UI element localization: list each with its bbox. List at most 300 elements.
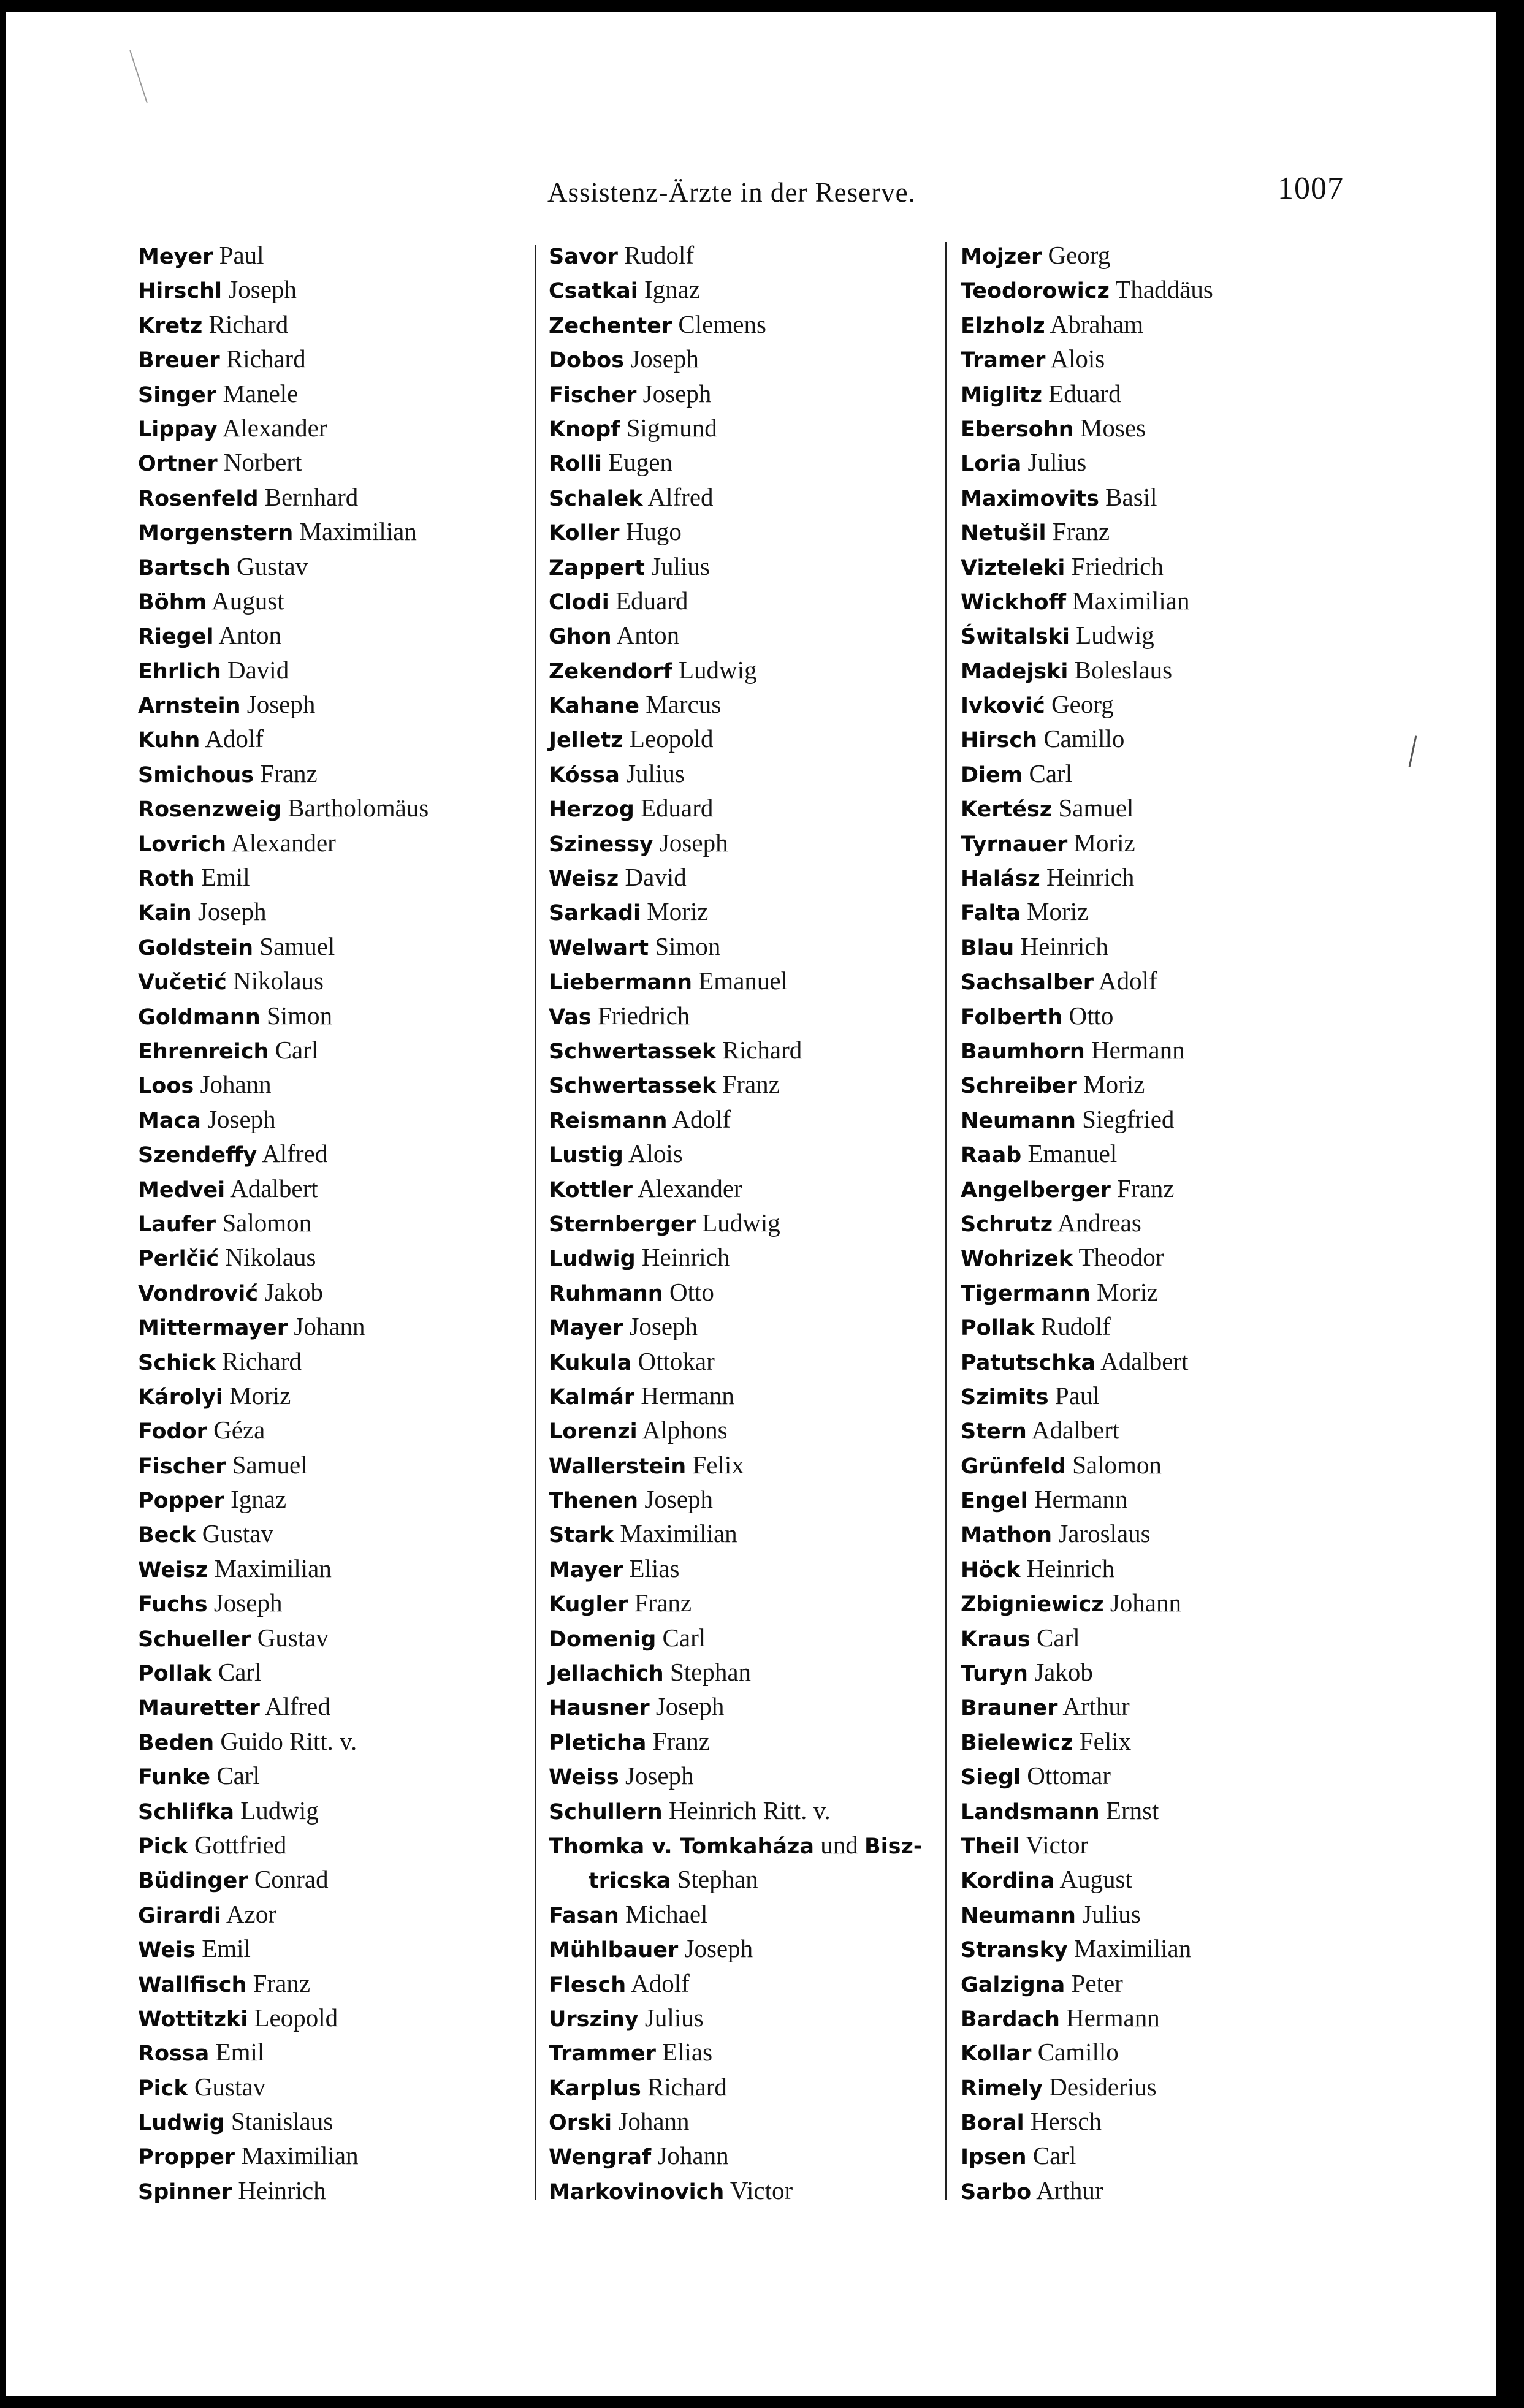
name-entry <box>961 1689 1213 1723</box>
name-entry <box>961 376 1213 411</box>
given-name: Siegfried <box>1082 1104 1175 1133</box>
given-name: Simon <box>655 932 721 960</box>
name-entry <box>549 1897 922 1931</box>
surname: Schreiber <box>961 1074 1077 1099</box>
surname: Wottitzki <box>138 2007 248 2032</box>
name-entry <box>549 998 922 1033</box>
surname: Csatkai <box>549 279 638 304</box>
surname: Domenig <box>549 1627 657 1652</box>
surname: Zappert <box>549 555 645 580</box>
name-entry <box>961 341 1213 376</box>
surname: Kalmár <box>549 1384 635 1410</box>
surname: Schwertassek <box>549 1074 717 1099</box>
surname: Büdinger <box>138 1869 248 1894</box>
given-name: Nikolaus <box>225 1243 316 1272</box>
name-entry <box>138 1620 429 1655</box>
name-entry <box>961 1309 1213 1343</box>
name-entry <box>549 2070 922 2104</box>
given-name: Johann <box>618 2107 690 2136</box>
surname: Lovrich <box>138 832 227 857</box>
given-name: Eduard <box>615 586 688 615</box>
name-entry <box>549 963 922 998</box>
surname: Kahane <box>549 694 639 719</box>
surname: Roth <box>138 867 195 892</box>
name-entry <box>961 1240 1213 1274</box>
given-name: Julius <box>644 2003 704 2032</box>
surname: Schrutz <box>961 1212 1053 1237</box>
column-divider <box>945 242 947 2200</box>
surname: Thomka v. Tomkaháza <box>549 1834 814 1859</box>
name-entry <box>138 238 429 272</box>
surname: Ortner <box>138 452 218 477</box>
surname: Miglitz <box>961 382 1042 408</box>
name-entry <box>138 549 429 583</box>
given-name: Joseph <box>213 1589 283 1617</box>
surname: Kóssa <box>549 762 620 788</box>
name-entry <box>961 2173 1213 2208</box>
given-name: Adolf <box>1099 967 1157 995</box>
given-name: Joseph <box>197 897 267 926</box>
given-name: Adalbert <box>1031 1416 1120 1445</box>
surname: Mayer <box>549 1557 623 1582</box>
name-entry <box>549 687 922 721</box>
name-entry <box>961 721 1213 756</box>
surname: Maximovits <box>961 486 1099 511</box>
name-entry <box>138 756 429 791</box>
given-name: Johann <box>200 1070 272 1099</box>
given-name: Boleslaus <box>1074 655 1173 684</box>
given-name: Emil <box>200 863 250 892</box>
surname: Folberth <box>961 1005 1063 1030</box>
surname: Pollak <box>138 1662 212 1687</box>
name-entry <box>961 653 1213 687</box>
given-name: Ottokar <box>638 1346 715 1375</box>
given-name: Richard <box>647 2072 727 2101</box>
given-name: Carl <box>275 1035 319 1064</box>
surname: Ehrlich <box>138 659 221 684</box>
given-name: Stanislaus <box>231 2107 333 2136</box>
given-name: Emanuel <box>698 967 788 995</box>
given-name: Johann <box>657 2141 729 2170</box>
surname: Ivković <box>961 694 1045 719</box>
name-entry <box>138 1413 429 1447</box>
surname: Galzigna <box>961 1972 1065 1997</box>
surname: Baumhorn <box>961 1039 1085 1064</box>
name-entry <box>549 1586 922 1620</box>
surname: Blau <box>961 935 1015 960</box>
surname: Szendeffy <box>138 1143 257 1168</box>
name-entry <box>138 1966 429 2000</box>
surname: Fasan <box>549 1903 619 1928</box>
surname: Fuchs <box>138 1592 208 1617</box>
name-column-1 <box>138 238 429 2208</box>
surname: Böhm <box>138 590 207 615</box>
given-name: Alexander <box>231 828 336 857</box>
given-name: Adalbert <box>230 1174 318 1202</box>
given-name: Johann <box>294 1312 365 1341</box>
name-entry <box>138 341 429 376</box>
name-entry <box>549 1378 922 1413</box>
surname: Trammer <box>549 2041 656 2067</box>
name-entry <box>961 1758 1213 1793</box>
name-entry <box>549 1206 922 1240</box>
given-name: Basil <box>1105 482 1157 511</box>
given-name: Carl <box>1037 1623 1080 1652</box>
name-entry <box>138 929 429 963</box>
given-name: Ignaz <box>231 1485 287 1514</box>
surname: Vondrović <box>138 1281 259 1306</box>
name-entry <box>549 1758 922 1793</box>
surname: Dobos <box>549 348 625 373</box>
name-entry <box>138 1344 429 1378</box>
surname: Fischer <box>549 382 637 408</box>
given-name: Paul <box>1054 1381 1100 1410</box>
surname: Beden <box>138 1730 215 1755</box>
surname: Lippay <box>138 417 218 442</box>
name-entry <box>549 1689 922 1723</box>
surname: Bielewicz <box>961 1730 1073 1755</box>
given-name: Gustav <box>202 1519 273 1548</box>
surname: Vas <box>549 1005 592 1030</box>
name-entry <box>138 1689 429 1723</box>
given-name: Alfred <box>264 1692 330 1721</box>
given-name: Rudolf <box>624 241 695 269</box>
given-name: Ignaz <box>644 275 701 304</box>
name-entry <box>549 341 922 376</box>
given-name: David <box>227 655 289 684</box>
surname: Schalek <box>549 486 643 511</box>
surname: Raab <box>961 1143 1022 1168</box>
surname: Markovinovich <box>549 2179 725 2205</box>
name-entry <box>961 2104 1213 2138</box>
name-entry <box>138 1724 429 1758</box>
surname: Tyrnauer <box>961 832 1068 857</box>
surname: Kertész <box>961 797 1053 822</box>
name-entry <box>138 1378 429 1413</box>
given-name: Leopold <box>254 2003 338 2032</box>
surname: Ruhmann <box>549 1281 663 1306</box>
surname: Kain <box>138 901 192 926</box>
given-name: Ludwig <box>240 1796 319 1825</box>
name-entry <box>961 1413 1213 1447</box>
surname: Liebermann <box>549 970 693 995</box>
name-entry <box>961 1102 1213 1136</box>
name-entry <box>138 1482 429 1516</box>
name-entry <box>961 618 1213 652</box>
given-name: Camillo <box>1043 724 1125 753</box>
surname: Weiss <box>549 1765 619 1790</box>
given-name: Salomon <box>222 1208 312 1237</box>
given-name: Alois <box>1050 344 1105 373</box>
surname: Károlyi <box>138 1384 223 1410</box>
surname: Jellachich <box>549 1662 664 1687</box>
name-entry <box>549 1482 922 1516</box>
surname: Zekendorf <box>549 659 672 684</box>
surname: Neumann <box>961 1108 1076 1133</box>
surname: Theil <box>961 1834 1020 1859</box>
surname: Pollak <box>961 1316 1035 1341</box>
given-name: Stephan <box>669 1658 752 1687</box>
surname: Ipsen <box>961 2145 1027 2170</box>
given-name: Bernhard <box>264 482 359 511</box>
given-name: Moriz <box>1073 828 1135 857</box>
given-name: Franz <box>253 1969 311 1997</box>
given-name: Moses <box>1080 413 1146 442</box>
surname: Bardach <box>961 2007 1060 2032</box>
surname: Brauner <box>961 1696 1058 1721</box>
given-name: Joseph <box>684 1934 753 1963</box>
given-name: Joseph <box>655 1692 725 1721</box>
given-name: Alfred <box>647 482 714 511</box>
given-name: Joseph <box>246 690 316 719</box>
surname: Ludwig <box>138 2111 225 2136</box>
given-name: Moriz <box>1027 897 1089 926</box>
name-entry <box>549 2035 922 2069</box>
surname: Diem <box>961 762 1023 788</box>
given-name: Heinrich <box>1046 863 1135 892</box>
surname: Turyn <box>961 1662 1028 1687</box>
surname: Herzog <box>549 797 634 822</box>
given-name: Carl <box>1029 759 1073 788</box>
surname: Maca <box>138 1108 201 1133</box>
name-entry <box>961 1448 1213 1482</box>
name-entry <box>138 1067 429 1101</box>
surname: Clodi <box>549 590 609 615</box>
name-entry <box>549 1966 922 2000</box>
name-entry <box>961 1620 1213 1655</box>
surname: Kukula <box>549 1350 632 1375</box>
name-entry <box>961 1931 1213 1966</box>
name-entry <box>961 1551 1213 1586</box>
given-name: Franz <box>1117 1174 1175 1202</box>
surname: Ebersohn <box>961 417 1074 442</box>
name-entry <box>961 929 1213 963</box>
name-entry <box>138 1206 429 1240</box>
surname: Thenen <box>549 1489 639 1514</box>
surname: Stark <box>549 1523 614 1548</box>
given-name: Emanuel <box>1027 1139 1118 1168</box>
name-entry <box>549 238 922 272</box>
surname: Breuer <box>138 348 220 373</box>
name-entry <box>138 1586 429 1620</box>
given-name: Bartholomäus <box>288 794 429 822</box>
surname: Zbigniewicz <box>961 1592 1104 1617</box>
surname: Spinner <box>138 2179 232 2205</box>
name-entry <box>138 1655 429 1689</box>
name-entry <box>961 1586 1213 1620</box>
name-entry <box>138 2035 429 2069</box>
given-name: Joseph <box>630 344 699 373</box>
given-name: August <box>1059 1865 1132 1894</box>
surname: Świtalski <box>961 625 1070 650</box>
given-name: Heinrich <box>1020 932 1108 960</box>
name-entry <box>961 1344 1213 1378</box>
surname: Ghon <box>549 625 612 650</box>
name-entry <box>138 411 429 445</box>
given-name: Sigmund <box>626 413 717 442</box>
name-entry <box>961 756 1213 791</box>
given-name: Hermann <box>641 1381 734 1410</box>
surname: Schwertassek <box>549 1039 717 1064</box>
given-name: Maximilian <box>299 517 417 546</box>
given-name: Franz <box>1052 517 1110 546</box>
margin-mark <box>1409 735 1417 767</box>
name-entry <box>549 2138 922 2173</box>
surname: Pick <box>138 1834 188 1859</box>
given-name: Adolf <box>205 724 264 753</box>
given-name: Joseph <box>629 1312 698 1341</box>
given-name: Jaroslaus <box>1058 1519 1151 1548</box>
name-entry <box>549 1275 922 1309</box>
name-entry <box>138 1240 429 1274</box>
name-entry <box>961 963 1213 998</box>
name-entry <box>138 894 429 929</box>
name-entry <box>549 1724 922 1758</box>
given-name: August <box>211 586 284 615</box>
surname: Vučetić <box>138 970 227 995</box>
surname: Schullern <box>549 1799 663 1825</box>
given-name: Samuel <box>1058 794 1134 822</box>
surname: Bartsch <box>138 555 231 580</box>
name-entry <box>549 583 922 618</box>
name-entry <box>138 2104 429 2138</box>
name-entry <box>961 1655 1213 1689</box>
given-name: Maximilian <box>1072 586 1190 615</box>
surname: Goldstein <box>138 935 254 960</box>
surname: Meyer <box>138 245 213 269</box>
name-entry <box>138 653 429 687</box>
given-name: Joseph <box>228 275 297 304</box>
name-entry <box>549 480 922 514</box>
surname: Morgenstern <box>138 521 294 546</box>
surname: Angelberger <box>961 1177 1111 1202</box>
name-entry <box>549 1240 922 1274</box>
given-name: Maximilian <box>241 2141 359 2170</box>
name-entry <box>961 687 1213 721</box>
name-entry <box>549 514 922 549</box>
surname: Rimely <box>961 2076 1043 2101</box>
surname: Wengraf <box>549 2145 652 2170</box>
given-name: Emil <box>215 2038 265 2067</box>
surname: Mittermayer <box>138 1316 288 1341</box>
surname: Falta <box>961 901 1021 926</box>
surname: Perlčić <box>138 1247 219 1272</box>
surname: Szinessy <box>549 832 653 857</box>
name-entry <box>961 894 1213 929</box>
surname: Kretz <box>138 313 203 338</box>
given-name: Richard <box>222 1346 302 1375</box>
given-name: Paul <box>219 241 264 269</box>
given-name: Richard <box>208 310 289 338</box>
surname: Mathon <box>961 1523 1053 1548</box>
given-name: Ludwig <box>1076 621 1154 650</box>
surname: Hirschl <box>138 279 223 304</box>
page-number: 1007 <box>1278 171 1344 206</box>
margin-mark <box>129 50 148 103</box>
surname: Höck <box>961 1557 1021 1582</box>
surname: Popper <box>138 1489 224 1514</box>
surname: tricska <box>589 1869 671 1894</box>
name-entry <box>549 376 922 411</box>
given-name: Hermann <box>1091 1035 1185 1064</box>
given-name: Emil <box>202 1934 251 1963</box>
surname: Sarbo <box>961 2179 1032 2205</box>
given-name: Moriz <box>229 1381 291 1410</box>
running-header: Assistenz-Ärzte in der Reserve. <box>547 177 916 208</box>
name-entry <box>549 1828 922 1862</box>
name-entry <box>549 445 922 479</box>
surname: Kuhn <box>138 728 200 753</box>
surname: Halász <box>961 867 1040 892</box>
name-entry <box>549 1309 922 1343</box>
surname: Weisz <box>549 867 619 892</box>
given-name: Franz <box>260 759 318 788</box>
given-name: Clemens <box>678 310 766 338</box>
name-entry <box>138 1897 429 1931</box>
name-entry <box>549 307 922 341</box>
given-name: Arthur <box>1062 1692 1130 1721</box>
name-entry <box>138 1102 429 1136</box>
name-entry <box>549 2000 922 2035</box>
given-name: Conrad <box>254 1865 329 1894</box>
given-name: Guido Ritt. v. <box>220 1726 357 1755</box>
surname: Beck <box>138 1523 196 1548</box>
given-name: Michael <box>625 1899 708 1928</box>
given-name: Joseph <box>642 379 712 408</box>
name-entry <box>961 1828 1213 1862</box>
surname: Boral <box>961 2111 1024 2136</box>
name-entry <box>549 1413 922 1447</box>
name-entry <box>549 721 922 756</box>
surname: Siegl <box>961 1765 1021 1790</box>
given-name: Friedrich <box>597 1001 690 1030</box>
given-name: Elias <box>629 1554 680 1582</box>
name-entry <box>549 2173 922 2208</box>
given-name: Nikolaus <box>232 967 324 995</box>
given-name: Ernst <box>1105 1796 1159 1825</box>
name-entry <box>549 756 922 791</box>
given-name: Norbert <box>223 448 302 477</box>
name-entry <box>961 411 1213 445</box>
given-name: Georg <box>1048 241 1111 269</box>
surname: Reismann <box>549 1108 668 1133</box>
given-name: Carl <box>662 1623 706 1652</box>
name-entry <box>549 1344 922 1378</box>
surname: Arnstein <box>138 694 241 719</box>
given-name: Julius <box>1027 448 1087 477</box>
name-entry <box>138 583 429 618</box>
name-entry <box>961 998 1213 1033</box>
name-entry <box>138 860 429 894</box>
name-entry <box>138 1136 429 1171</box>
surname: Karplus <box>549 2076 641 2101</box>
given-name: Otto <box>1069 1001 1114 1030</box>
given-name: Alexander <box>222 413 327 442</box>
given-name: Hermann <box>1066 2003 1160 2032</box>
given-name: Manele <box>223 379 299 408</box>
name-entry <box>961 480 1213 514</box>
name-entry <box>961 2070 1213 2104</box>
name-entry <box>961 238 1213 272</box>
name-entry <box>138 1033 429 1067</box>
surname: Koller <box>549 521 620 546</box>
surname: Elzholz <box>961 313 1045 338</box>
name-entry <box>549 1136 922 1171</box>
given-name: Thaddäus <box>1115 275 1213 304</box>
name-entry <box>138 1309 429 1343</box>
given-name: Carl <box>1032 2141 1076 2170</box>
given-name: Salomon <box>1072 1450 1162 1479</box>
